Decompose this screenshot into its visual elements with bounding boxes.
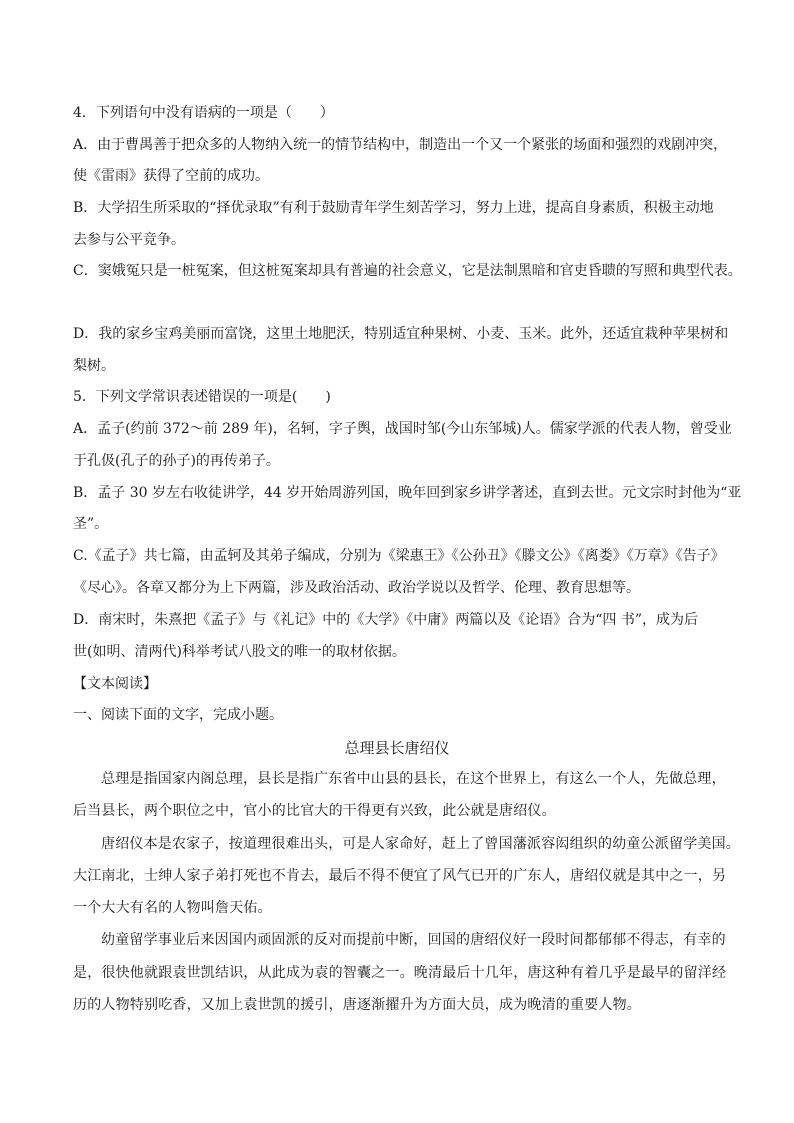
q4-option-c: C．窦娥冤只是一桩冤案，但这桩冤案却具有普遍的社会意义，它是法制黑暗和官吏昏聩的写照和典型代表。 [73,263,742,279]
q4-option-d-line1: D．我的家乡宝鸡美丽而富饶，这里土地肥沃，特别适宜种果树、小麦、玉米。此外，还适宜栽种苹果树和 [73,326,729,342]
q4-option-a-line2: 使《雷雨》获得了空前的成功。 [73,168,269,184]
q5-stem: 5．下列文学常识表述错误的一项是( ) [73,389,331,405]
reading-section-header: 【文本阅读】 [73,676,157,692]
q5-option-c-line2: 《尽心》。各章又都分为上下两篇，涉及政治活动、政治学说以及哲学、伦理、教育思想等。 [73,580,640,596]
q5-option-a-line1: A．孟子(约前 372～前 289 年)，名轲，字子舆，战国时邹(今山东邹城)人。儒家学派的代表人物，曾受业 [73,421,732,437]
reading-instruction: 一、阅读下面的文字，完成小题。 [73,707,283,723]
q4-stem: 4．下列语句中没有语病的一项是（ ） [73,105,334,121]
q5-option-a-line2: 于孔伋(孔子的孙子)的再传弟子。 [73,453,280,469]
passage-p3-line3: 历的人物特别吃香，又加上袁世凯的援引，唐逐渐擢升为方面大员，成为晚清的重要人物。 [73,997,641,1013]
passage-p3-line2: 是，很快他就跟袁世凯结识，从此成为袁的智囊之一。晚清最后十几年，唐这种有着几乎是最早的留洋经 [73,965,727,981]
passage-p2-line3: 一个大大有名的人物叫詹天佑。 [73,900,272,916]
passage-p2-line2: 大江南北，士绅人家子弟打死也不肯去，最后不得不便宜了风气已开的广东人，唐绍仪就是其中之一，另 [73,868,727,884]
q4-option-b-line1: B．大学招生所采取的“择优录取”有利于鼓励青年学生刻苦学习，努力上进，提高自身素质，积极主动地 [73,200,714,216]
q5-option-d-line2: 世(如明、清两代)科举考试八股文的唯一的取材依据。 [73,644,406,660]
q5-option-b-line2: 圣”。 [73,516,109,532]
passage-p1-line1: 总理是指国家内阁总理，县长是指广东省中山县的县长，在这个世界上，有这么一个人，先做总理， [101,771,726,787]
q5-option-c-line1: C.《孟子》共七篇，由孟轲及其弟子编成，分别为《梁惠王》《公孙丑》《滕文公》《离娄》《万章》《告子》 [73,548,725,564]
q4-option-d-line2: 梨树。 [73,358,115,374]
q4-option-b-line2: 去参与公平竞争。 [73,232,185,248]
q5-option-b-line1: B．孟子 30 岁左右收徒讲学，44 岁开始周游列国，晚年回到家乡讲学著述，直到去世。元文宗时封他为“亚 [73,485,742,501]
q5-option-d-line1: D．南宋时，朱熹把《孟子》与《礼记》中的《大学》《中庸》两篇以及《论语》合为“四 书”，成为后 [73,612,698,628]
q4-option-a-line1: A．由于曹禺善于把众多的人物纳入统一的情节结构中，制造出一个又一个紧张的场面和强烈的戏剧冲突， [73,137,728,153]
passage-title: 总理县长唐绍仪 [344,739,450,757]
passage-p3-line1: 幼童留学事业后来因国内顽固派的反对而提前中断，回国的唐绍仪好一段时间都郁郁不得志，有幸的 [101,932,726,948]
passage-p1-line2: 后当县长，两个职位之中，官小的比官大的干得更有兴致，此公就是唐绍仪。 [73,803,556,819]
passage-p2-line1: 唐绍仪本是农家子，按道理很难出头，可是人家命好，赶上了曾国藩派容闳组织的幼童公派留学美国。 [101,836,740,852]
